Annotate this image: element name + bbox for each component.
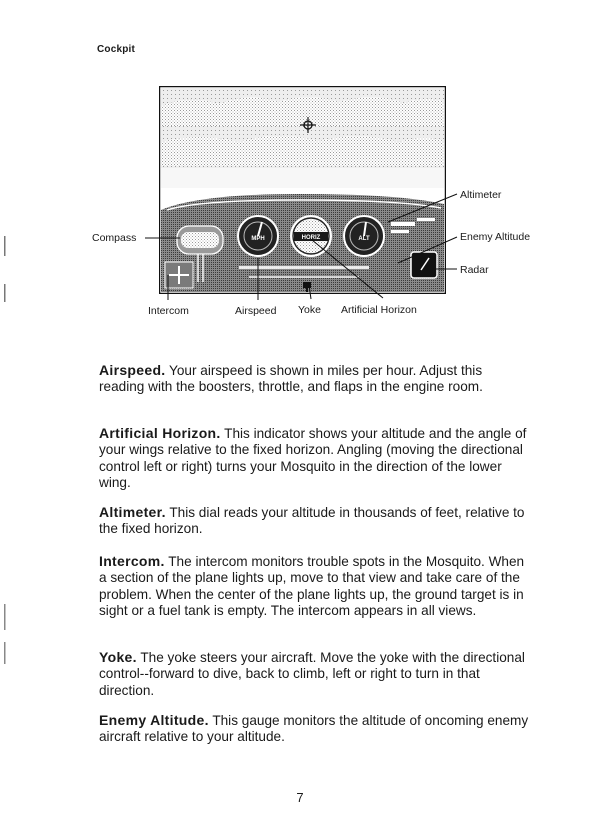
page-number: 7 — [296, 790, 304, 805]
callout-airspeed: Airspeed — [235, 305, 277, 317]
entry-term: Intercom. — [99, 553, 165, 569]
altimeter-gauge — [344, 216, 384, 256]
callout-intercom: Intercom — [148, 305, 189, 317]
entry-term: Airspeed. — [99, 362, 166, 378]
entry-term: Yoke. — [99, 649, 137, 665]
cockpit-figure — [159, 86, 446, 294]
section-title: Cockpit — [97, 44, 136, 55]
entry-intercom — [99, 553, 529, 620]
entry-text: This indicator shows your altitude and the angle of your wings relative to the fixed horizon. Angling (moving the directional control left or right) turns your Mosquito in the direction of the lower wing. — [99, 426, 527, 491]
entry-text: The intercom monitors trouble spots in the Mosquito. When a section of the plane lights up, move to that view and take care of the problem. When the center of the plane lights up, the ground target is in sight or a fuel tank is empty. The intercom appears in all views. — [99, 554, 525, 619]
cockpit-screenshot — [159, 86, 446, 294]
entry-enemy-altitude — [99, 712, 529, 746]
callout-yoke: Yoke — [298, 304, 321, 316]
callout-enemy-altitude: Enemy Altitude — [460, 231, 531, 243]
scan-artifact — [3, 604, 7, 666]
entry-text: This dial reads your altitude in thousands of feet, relative to the fixed horizon. — [99, 505, 525, 537]
intercom-panel — [165, 262, 193, 288]
entry-text: This gauge monitors the altitude of oncoming enemy aircraft relative to your altitude. — [99, 713, 529, 745]
scan-artifact — [3, 236, 7, 306]
altimeter-gauge-label: ALT — [358, 236, 370, 242]
entry-text: The yoke steers your aircraft. Move the yoke with the directional control--forward to dive, back to climb, left or right to turn in that direction. — [99, 650, 525, 698]
entry-yoke — [99, 649, 529, 699]
airspeed-gauge — [238, 216, 278, 256]
callout-radar: Radar — [460, 264, 489, 276]
callout-artificial-horizon: Artificial Horizon — [341, 304, 417, 316]
artificial-horizon-gauge — [291, 216, 331, 256]
airspeed-gauge-label: MPH — [251, 236, 265, 242]
entry-term: Altimeter. — [99, 504, 166, 520]
entry-altimeter — [99, 504, 529, 538]
horizon-gauge-label: HORIZ — [301, 235, 321, 241]
entry-artificial-horizon — [99, 425, 529, 492]
callout-compass: Compass — [92, 232, 137, 244]
entry-term: Artificial Horizon. — [99, 425, 221, 441]
radar-display — [411, 252, 437, 278]
entry-text: Your airspeed is shown in miles per hour. Adjust this reading with the boosters, throttle, and flaps in the engine room. — [99, 363, 483, 395]
entry-term: Enemy Altitude. — [99, 712, 209, 728]
entry-airspeed — [99, 362, 529, 396]
callout-altimeter: Altimeter — [460, 189, 502, 201]
